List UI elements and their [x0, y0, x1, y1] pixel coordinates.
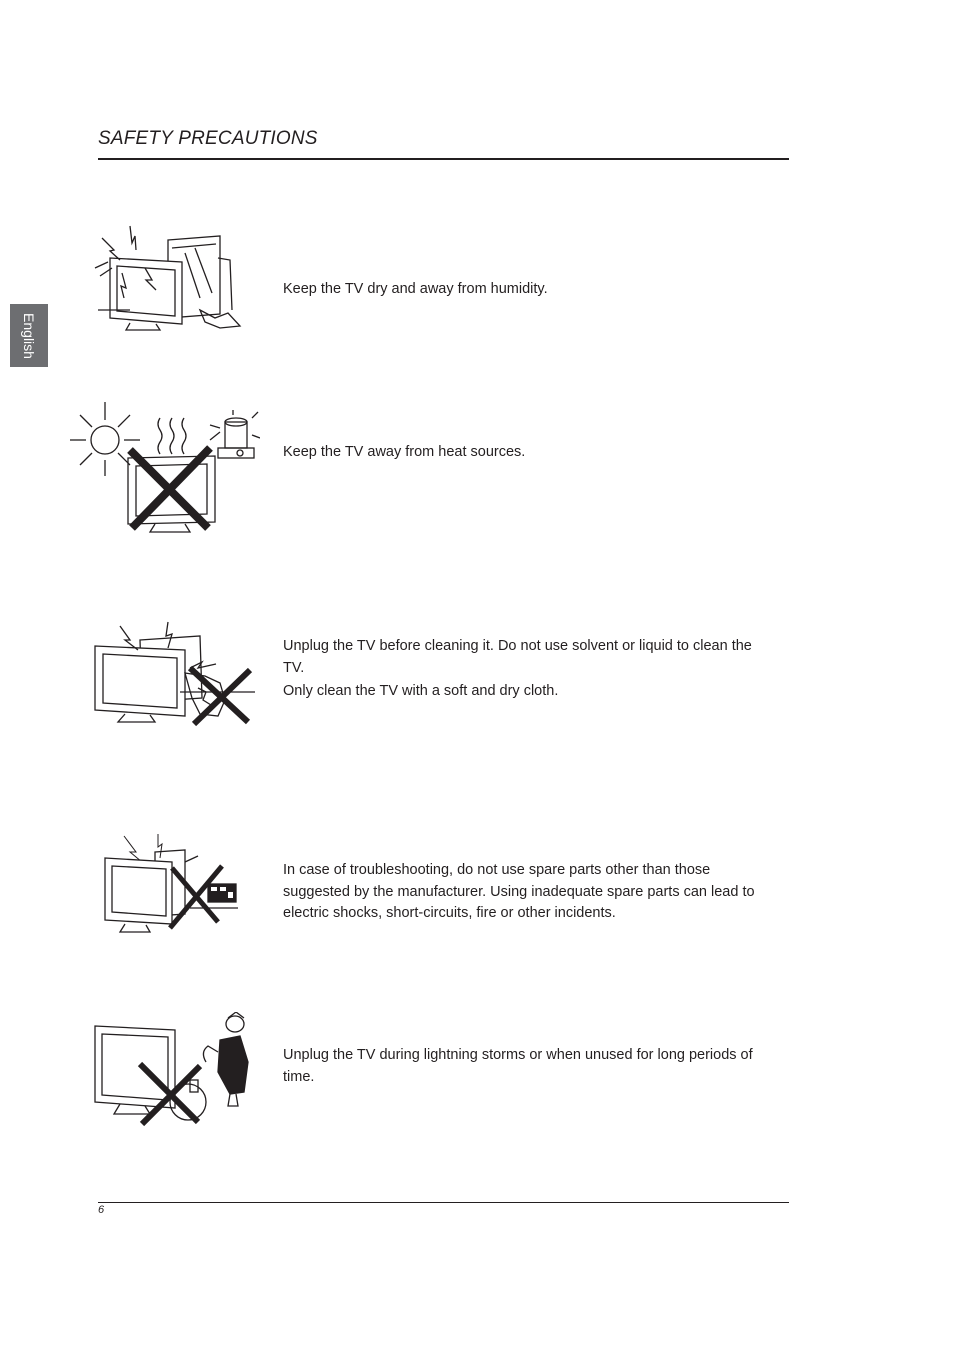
safety-item-5 — [283, 1045, 758, 1088]
safety-item-2-text: Keep the TV away from heat sources. — [283, 444, 526, 460]
page-number: 6 — [98, 1204, 105, 1216]
safety-item-3-text-2: Only clean the TV with a soft and dry cloth. — [283, 683, 559, 699]
language-tab — [10, 304, 48, 367]
safety-item-4 — [283, 860, 758, 925]
footer-rule — [98, 1202, 789, 1203]
tv-heat-illustration — [70, 400, 260, 535]
tv-humidity-illustration — [90, 218, 255, 333]
safety-item-1-text: Keep the TV dry and away from humidity. — [283, 281, 548, 297]
safety-item-1 — [283, 279, 758, 301]
header-rule — [98, 158, 789, 160]
safety-item-3-text-1: Unplug the TV before cleaning it. Do not use solvent or liquid to clean the TV. — [283, 638, 752, 676]
safety-item-5-text: Unplug the TV during lightning storms or when unused for long periods of time. — [283, 1047, 753, 1085]
page-title: SAFETY PRECAUTIONS — [98, 128, 318, 149]
safety-item-3 — [283, 636, 758, 703]
language-tab-label: English — [21, 312, 37, 359]
safety-item-4-text: In case of troubleshooting, do not use spare parts other than those suggested by the manufacturer. Using inadequate spare parts can lead to electric shocks, short-circuits, fire or other incidents. — [283, 862, 755, 921]
tv-cleaning-illustration — [90, 618, 260, 728]
safety-item-2 — [283, 442, 758, 464]
tv-lightning-illustration — [90, 1012, 255, 1127]
tv-spare-parts-illustration — [100, 832, 245, 940]
